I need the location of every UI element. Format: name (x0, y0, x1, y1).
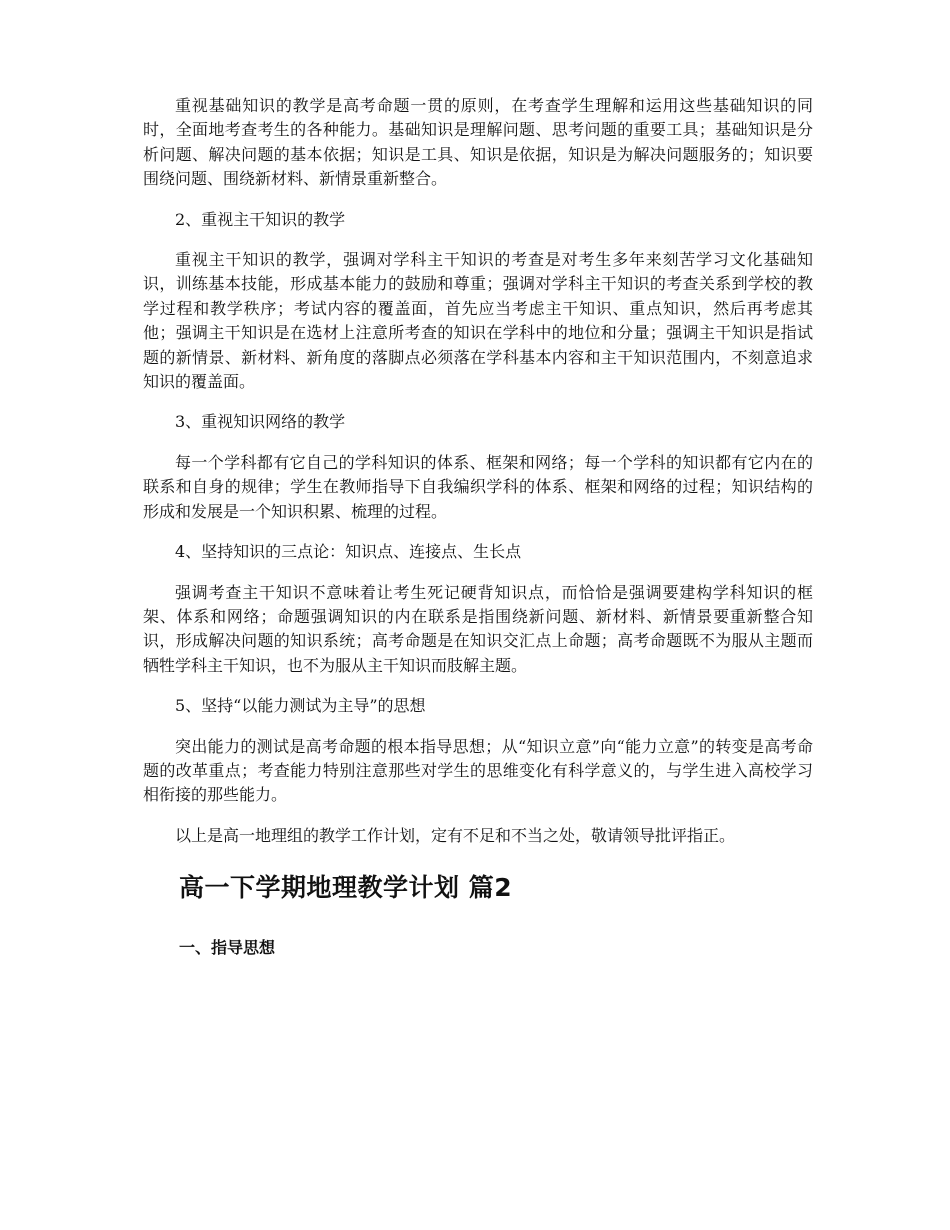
heading-knowledge-network: 3、重视知识网络的教学 (175, 412, 346, 432)
heading-ability-test: 5、坚持“以能力测试为主导”的思想 (175, 696, 426, 716)
paragraph-basic-knowledge: 重视基础知识的教学是高考命题一贯的原则，在考查学生理解和运用这些基础知识的同时，全面地考查考生的各种能力。基础知识是理解问题、思考问题的重要工具；基础知识是分析问题、解决问题的基本依据；知识是工具、知识是依据，知识是为解决问题服务的；知识要围绕问题、围绕新材料、新情景重新整合。 (143, 96, 813, 189)
document-page (143, 94, 813, 960)
paragraph-three-points: 强调考查主干知识不意味着让考生死记硬背知识点，而恰恰是强调要建构学科知识的框架、体系和网络；命题强调知识的内在联系是指围绕新问题、新材料、新情景要重新整合知识，形成解决问题的知识系统；高考命题是在知识交汇点上命题；高考命题既不为服从主题而牺牲学科主干知识，也不为服从主干知识而肢解主题。 (143, 582, 813, 675)
section-title: 高一下学期地理教学计划 篇2 (179, 873, 513, 903)
paragraph-ability-test: 突出能力的测试是高考命题的根本指导思想；从“知识立意”向“能力立意”的转变是高考命题的改革重点；考查能力特别注意那些对学生的思维变化有科学意义的，与学生进入高校学习相衔接的那些能力。 (143, 736, 813, 805)
heading-main-knowledge: 2、重视主干知识的教学 (175, 209, 346, 229)
paragraph-knowledge-network: 每一个学科都有它自己的学科知识的体系、框架和网络；每一个学科的知识都有它内在的联系和自身的规律；学生在教师指导下自我编织学科的体系、框架和网络的过程；知识结构的形成和发展是一个知识积累、梳理的过程。 (143, 452, 813, 521)
paragraph-closing: 以上是高一地理组的教学工作计划，定有不足和不当之处，敬请领导批评指正。 (175, 825, 736, 845)
sub-title-guiding-ideology: 一、指导思想 (179, 938, 276, 958)
paragraph-main-knowledge: 重视主干知识的教学，强调对学科主干知识的考查是对考生多年来刻苦学习文化基础知识，训练基本技能，形成基本能力的鼓励和尊重；强调对学科主干知识的考查关系到学校的教学过程和教学秩序；考试内容的覆盖面，首先应当考虑主干知识、重点知识，然后再考虑其他；强调主干知识是在选材上注意所考查的知识在学科中的地位和分量；强调主干知识是指试题的新情景、新材料、新角度的落脚点必须落在学科基本内容和主干知识范围内，不刻意追求知识的覆盖面。 (143, 250, 813, 392)
heading-three-points: 4、坚持知识的三点论：知识点、连接点、生长点 (175, 542, 522, 562)
